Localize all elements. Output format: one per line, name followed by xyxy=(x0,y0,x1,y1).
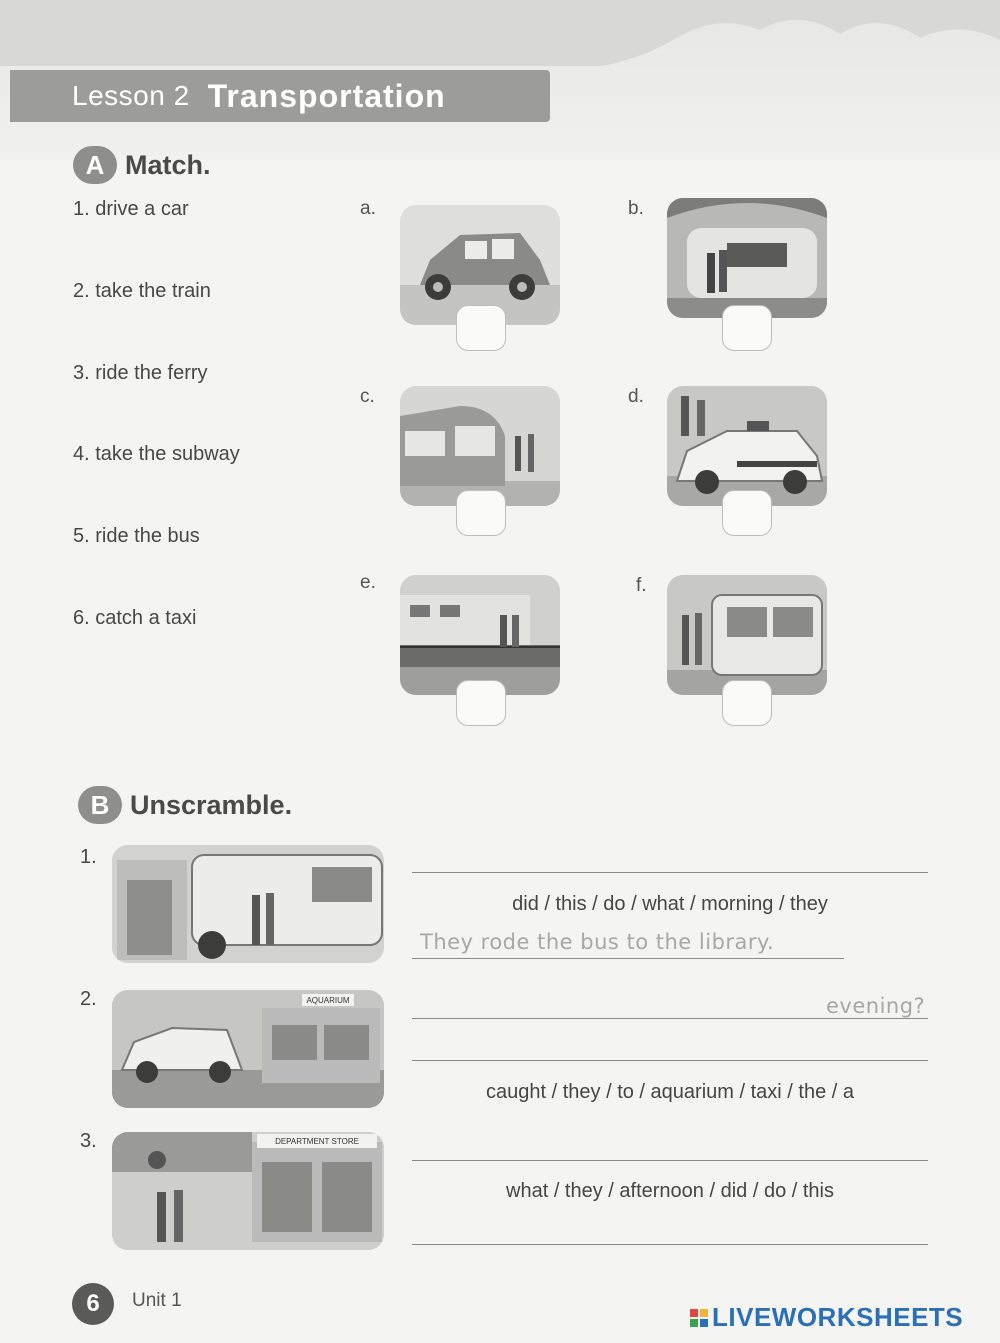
department-store-sign: DEPARTMENT STORE xyxy=(275,1137,359,1146)
unit-label: Unit 1 xyxy=(132,1290,182,1311)
section-b-heading xyxy=(78,786,292,824)
match-item-4: 4. take the subway xyxy=(73,443,240,465)
scrambled-words-1: did / this / do / what / morning / they xyxy=(512,893,828,915)
answer-line-3b[interactable] xyxy=(412,1244,928,1245)
match-item-6: 6. catch a taxi xyxy=(73,607,197,629)
bus-icon xyxy=(667,575,827,695)
section-a-badge: A xyxy=(73,146,117,184)
match-item-1: 1. drive a car xyxy=(73,198,189,220)
answer-text-1[interactable]: They rode the bus to the library. xyxy=(420,930,775,954)
unscramble-3-picture xyxy=(112,1132,384,1250)
subway-train-icon xyxy=(667,198,827,318)
unscramble-1-number: 1. xyxy=(80,846,97,868)
train-icon xyxy=(400,386,560,506)
picture-b-subway xyxy=(667,198,827,318)
answer-box-d[interactable] xyxy=(722,490,772,536)
answer-box-c[interactable] xyxy=(456,490,506,536)
picture-f-label: f. xyxy=(636,575,647,596)
match-item-2: 2. take the train xyxy=(73,280,211,302)
unscramble-3-number: 3. xyxy=(80,1130,97,1152)
subway-department-store-scene-icon xyxy=(112,1132,384,1250)
lesson-banner xyxy=(10,70,550,122)
picture-e-label: e. xyxy=(360,572,376,593)
picture-d-label: d. xyxy=(628,386,644,407)
picture-c-train xyxy=(400,386,560,506)
picture-f-bus xyxy=(667,575,827,695)
aquarium-sign: AQUARIUM xyxy=(306,996,350,1005)
ferry-icon xyxy=(400,575,560,695)
answer-box-f[interactable] xyxy=(722,680,772,726)
unscramble-2-picture xyxy=(112,990,384,1108)
answer-line-1a xyxy=(412,872,928,873)
scrambled-words-3: what / they / afternoon / did / do / this xyxy=(506,1180,834,1202)
taxi-icon xyxy=(667,386,827,506)
brand-logo xyxy=(690,1302,963,1333)
lesson-topic: Transportation xyxy=(207,77,446,114)
picture-d-taxi xyxy=(667,386,827,506)
section-b-title: Unscramble. xyxy=(130,789,293,820)
match-item-3: 3. ride the ferry xyxy=(73,362,208,384)
section-a-title: Match. xyxy=(125,149,211,180)
picture-a-label: a. xyxy=(360,198,376,219)
unscramble-2-number: 2. xyxy=(80,988,97,1010)
page-number: 6 xyxy=(72,1283,114,1325)
cloud-decoration xyxy=(0,0,1000,80)
answer-line-3a xyxy=(412,1160,928,1161)
match-item-5: 5. ride the bus xyxy=(73,525,200,547)
answer-box-a[interactable] xyxy=(456,305,506,351)
answer-text-2[interactable]: evening? xyxy=(826,994,926,1018)
answer-box-b[interactable] xyxy=(722,305,772,351)
section-b-badge: B xyxy=(78,786,122,824)
picture-b-label: b. xyxy=(628,198,644,219)
taxi-aquarium-scene-icon xyxy=(112,990,384,1108)
answer-box-e[interactable] xyxy=(456,680,506,726)
lesson-number: Lesson 2 xyxy=(72,80,190,111)
answer-line-2a[interactable] xyxy=(412,1018,928,1019)
brand-text: LIVEWORKSHEETS xyxy=(712,1302,964,1332)
section-a-heading xyxy=(73,146,211,184)
liveworksheets-icon xyxy=(690,1309,708,1327)
bus-library-scene-icon xyxy=(112,845,384,963)
answer-line-2b xyxy=(412,1060,928,1061)
answer-line-1b[interactable] xyxy=(412,958,844,959)
scrambled-words-2: caught / they / to / aquarium / taxi / the / a xyxy=(486,1081,854,1103)
picture-e-ferry xyxy=(400,575,560,695)
picture-c-label: c. xyxy=(360,386,375,407)
unscramble-1-picture xyxy=(112,845,384,963)
